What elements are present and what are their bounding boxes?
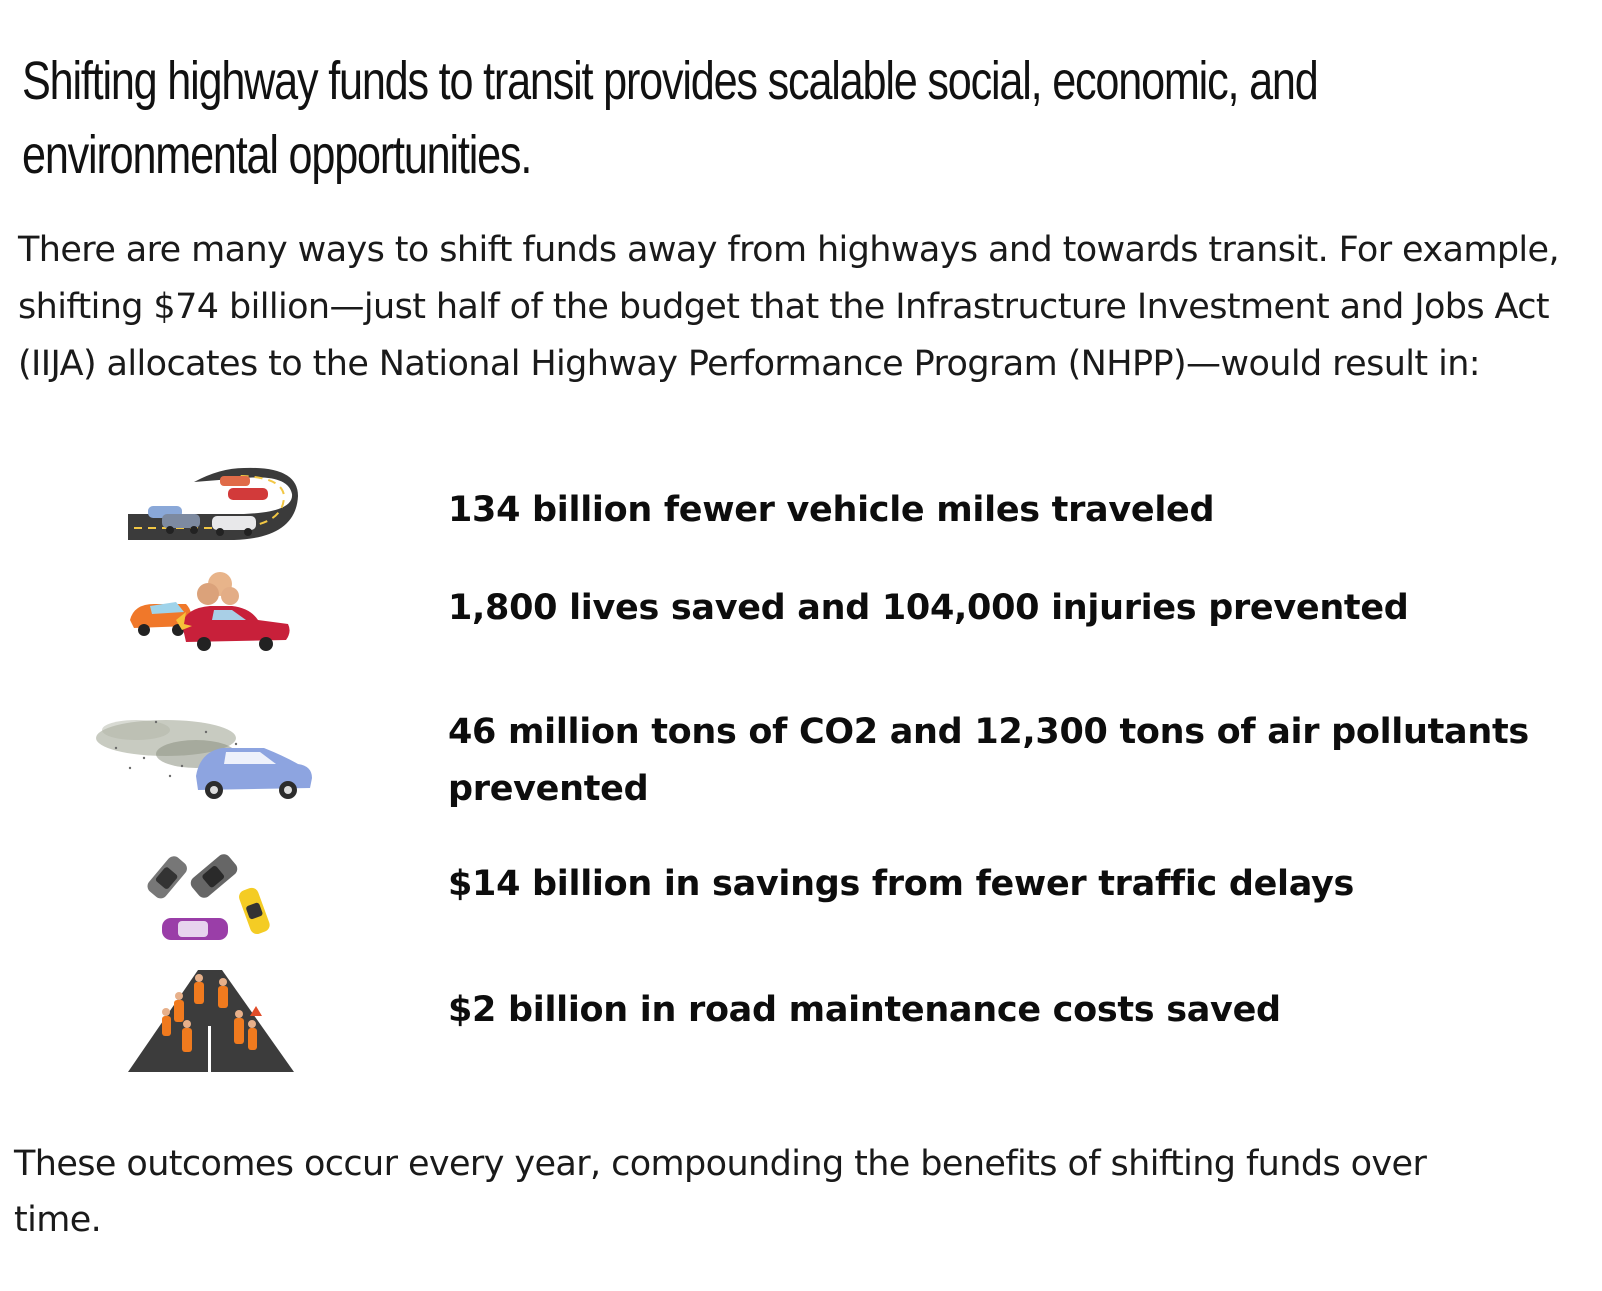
benefit-text: $14 billion in savings from fewer traffic delays [448,864,1355,904]
benefit-item-delays [0,846,1602,966]
benefit-text: 46 million tons of CO2 and 12,300 tons of air pollutants prevented [448,712,1529,809]
benefit-text: 134 billion fewer vehicle miles traveled [448,490,1215,530]
winding-road-cars-icon [124,462,300,546]
page-title: Shifting highway funds to transit provides scalable social, economic, and environmental opportunities. [22,51,1318,185]
benefit-item-maintenance [0,966,1602,1086]
road-workers-icon [128,966,294,1074]
benefit-text: 1,800 lives saved and 104,000 injuries prevented [448,588,1409,628]
benefit-text: $2 billion in road maintenance costs saved [448,990,1281,1030]
closing-paragraph: These outcomes occur every year, compounding the benefits of shifting funds over time. [14,1144,1427,1240]
benefit-item-vmt [0,462,1602,582]
traffic-jam-icon [136,848,276,950]
car-crash-icon [128,568,294,654]
benefit-item-safety [0,566,1602,686]
car-exhaust-icon [96,708,316,804]
intro-paragraph: There are many ways to shift funds away from highways and towards transit. For example, shifting $74 billion—just half of the budget that the Infrastructure Investment and Jobs Act (IIJA) allocates to the National Highway Performance Program (NHPP)—would result in: [18,230,1560,384]
benefit-item-emissions [0,704,1602,824]
